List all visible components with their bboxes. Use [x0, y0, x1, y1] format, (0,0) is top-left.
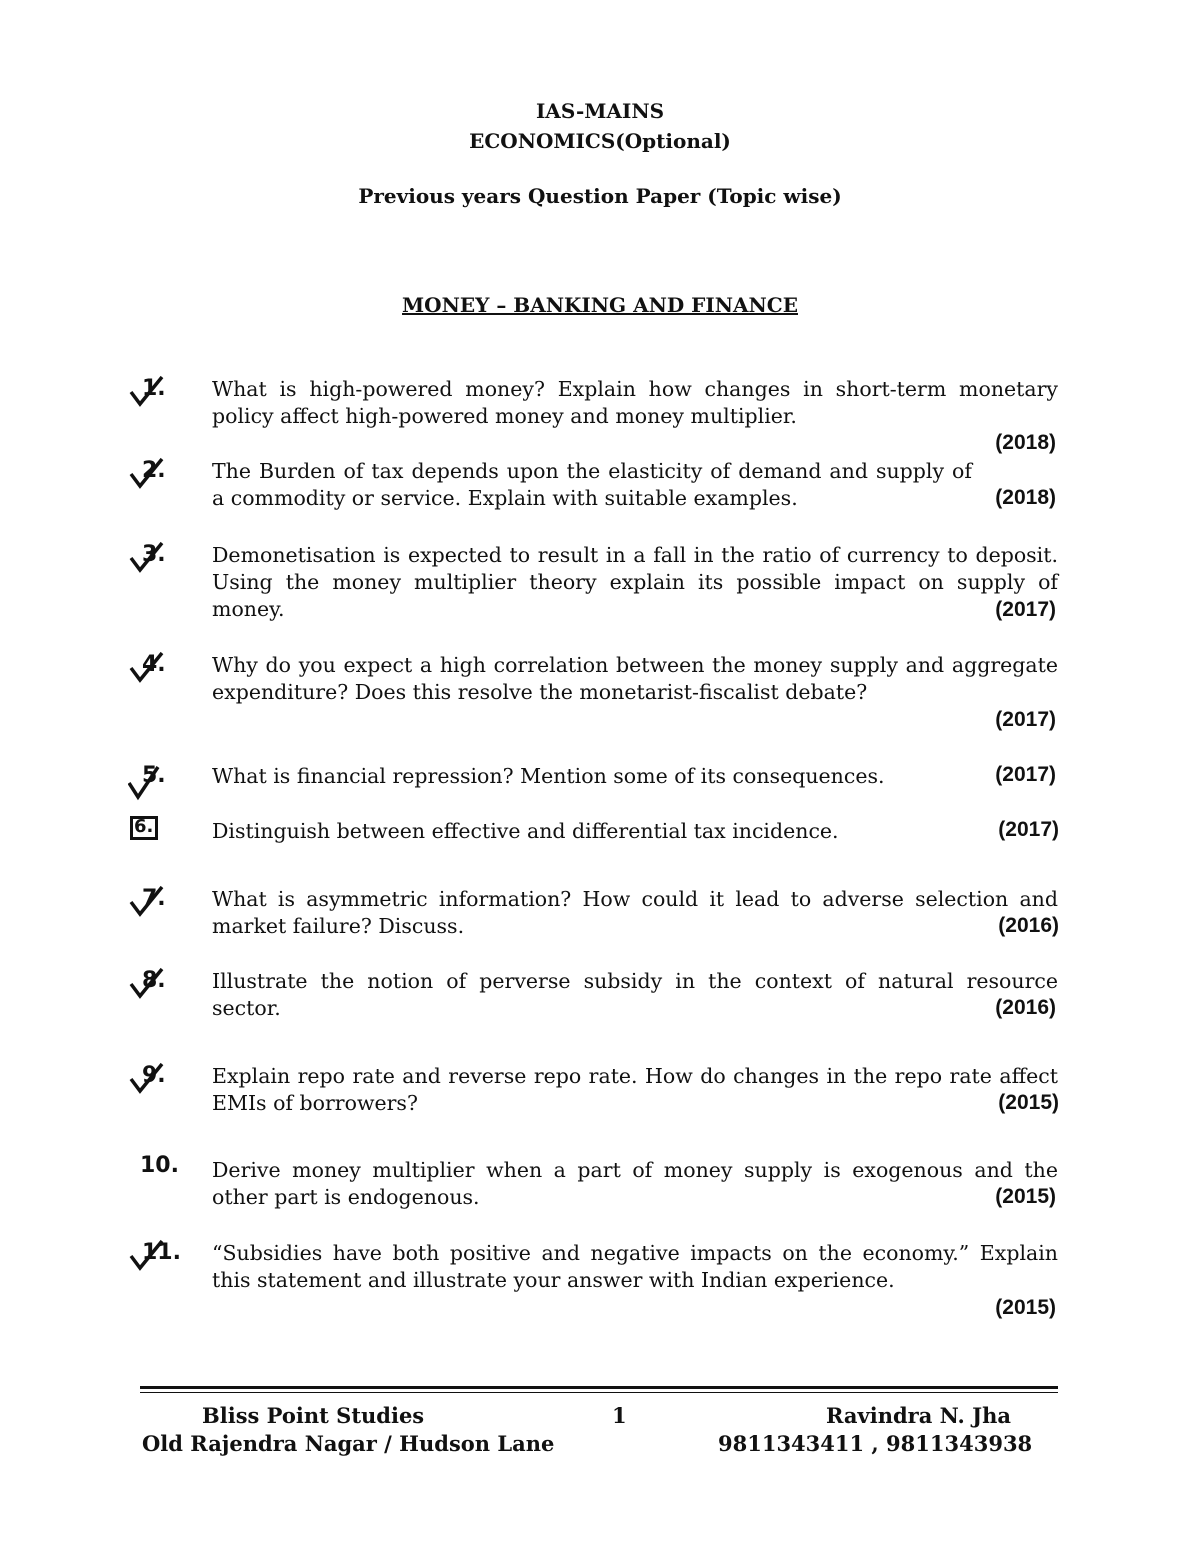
question-number: 4.	[142, 652, 166, 677]
question-text: What is financial repression? Mention some of its consequences.	[212, 764, 885, 788]
question-number: 1.	[142, 376, 166, 401]
checkmark-icon	[128, 1236, 181, 1272]
footer-address: Old Rajendra Nagar / Hudson Lane	[142, 1431, 555, 1456]
question-year: (2015)	[995, 1296, 1056, 1319]
boxed-number-icon	[128, 814, 176, 850]
question-year: (2017)	[998, 818, 1059, 841]
question-number: 2.	[142, 458, 166, 483]
footer-organization: Bliss Point Studies	[202, 1403, 425, 1428]
question-year: (2015)	[998, 1091, 1059, 1114]
question-number: 8.	[142, 968, 166, 993]
footer-rule	[140, 1386, 1058, 1389]
question-text: The Burden of tax depends upon the elasticity of demand and supply of a commodity or service. Explain with suitable examples.	[212, 459, 972, 510]
question-text: Distinguish between effective and differential tax incidence.	[212, 819, 839, 843]
question-number: 6.	[134, 816, 154, 837]
checkmark-icon	[128, 964, 176, 1000]
question-year: (2018)	[995, 431, 1056, 454]
checkmark-icon	[128, 1059, 176, 1095]
question-year: (2017)	[995, 763, 1056, 786]
footer-author: Ravindra N. Jha	[826, 1403, 1011, 1428]
question-text: “Subsidies have both positive and negative impacts on the economy.” Explain this statement and illustrate your answer with Indian experience.	[212, 1241, 1058, 1292]
question-number-mark	[140, 1153, 188, 1189]
question-number: 10.	[140, 1153, 179, 1178]
question-text: What is asymmetric information? How could it lead to adverse selection and market failure? Discuss.	[212, 887, 1058, 938]
question-year: (2016)	[995, 996, 1056, 1019]
checkmark-icon	[128, 882, 176, 918]
question-text: Why do you expect a high correlation between the money supply and aggregate expenditure? Does this resolve the monetarist-fiscalist debate?	[212, 653, 1058, 704]
question-text: What is high-powered money? Explain how changes in short-term monetary policy affect high-powered money and money multiplier.	[212, 377, 1058, 428]
checkmark-icon	[128, 454, 176, 490]
question-text: Derive money multiplier when a part of money supply is exogenous and the other part is endogenous.	[212, 1158, 1058, 1209]
header-title: IAS-MAINS	[535, 99, 665, 123]
question-text: Demonetisation is expected to result in a fall in the ratio of currency to deposit. Using the money multiplier theory explain its possible impact on supply of money.	[212, 543, 1058, 621]
question-text: Illustrate the notion of perverse subsidy in the context of natural resource sector.	[212, 969, 1058, 1020]
checkmark-icon	[128, 372, 176, 408]
question-number: 11.	[142, 1240, 181, 1265]
checkmark-icon	[128, 759, 176, 795]
checkmark-icon	[128, 538, 176, 574]
question-number: 9.	[142, 1063, 166, 1088]
question-text: Explain repo rate and reverse repo rate. How do changes in the repo rate affect EMIs of borrowers?	[212, 1064, 1058, 1115]
question-year: (2017)	[995, 708, 1056, 731]
question-year: (2016)	[998, 914, 1059, 937]
header-subject: ECONOMICS(Optional)	[469, 129, 731, 153]
footer-rule-thin	[140, 1392, 1058, 1393]
question-year: (2015)	[995, 1185, 1056, 1208]
question-year: (2017)	[995, 598, 1056, 621]
checkmark-icon	[128, 648, 176, 684]
question-number: 5.	[142, 763, 166, 788]
footer-phones: 9811343411 , 9811343938	[718, 1431, 1033, 1456]
footer-page-number: 1	[612, 1403, 627, 1428]
question-number: 7.	[142, 886, 166, 911]
question-number: 3.	[142, 542, 166, 567]
topic-heading: MONEY – BANKING AND FINANCE	[402, 293, 798, 317]
question-year: (2018)	[995, 486, 1056, 509]
header-description: Previous years Question Paper (Topic wise)	[358, 184, 842, 208]
